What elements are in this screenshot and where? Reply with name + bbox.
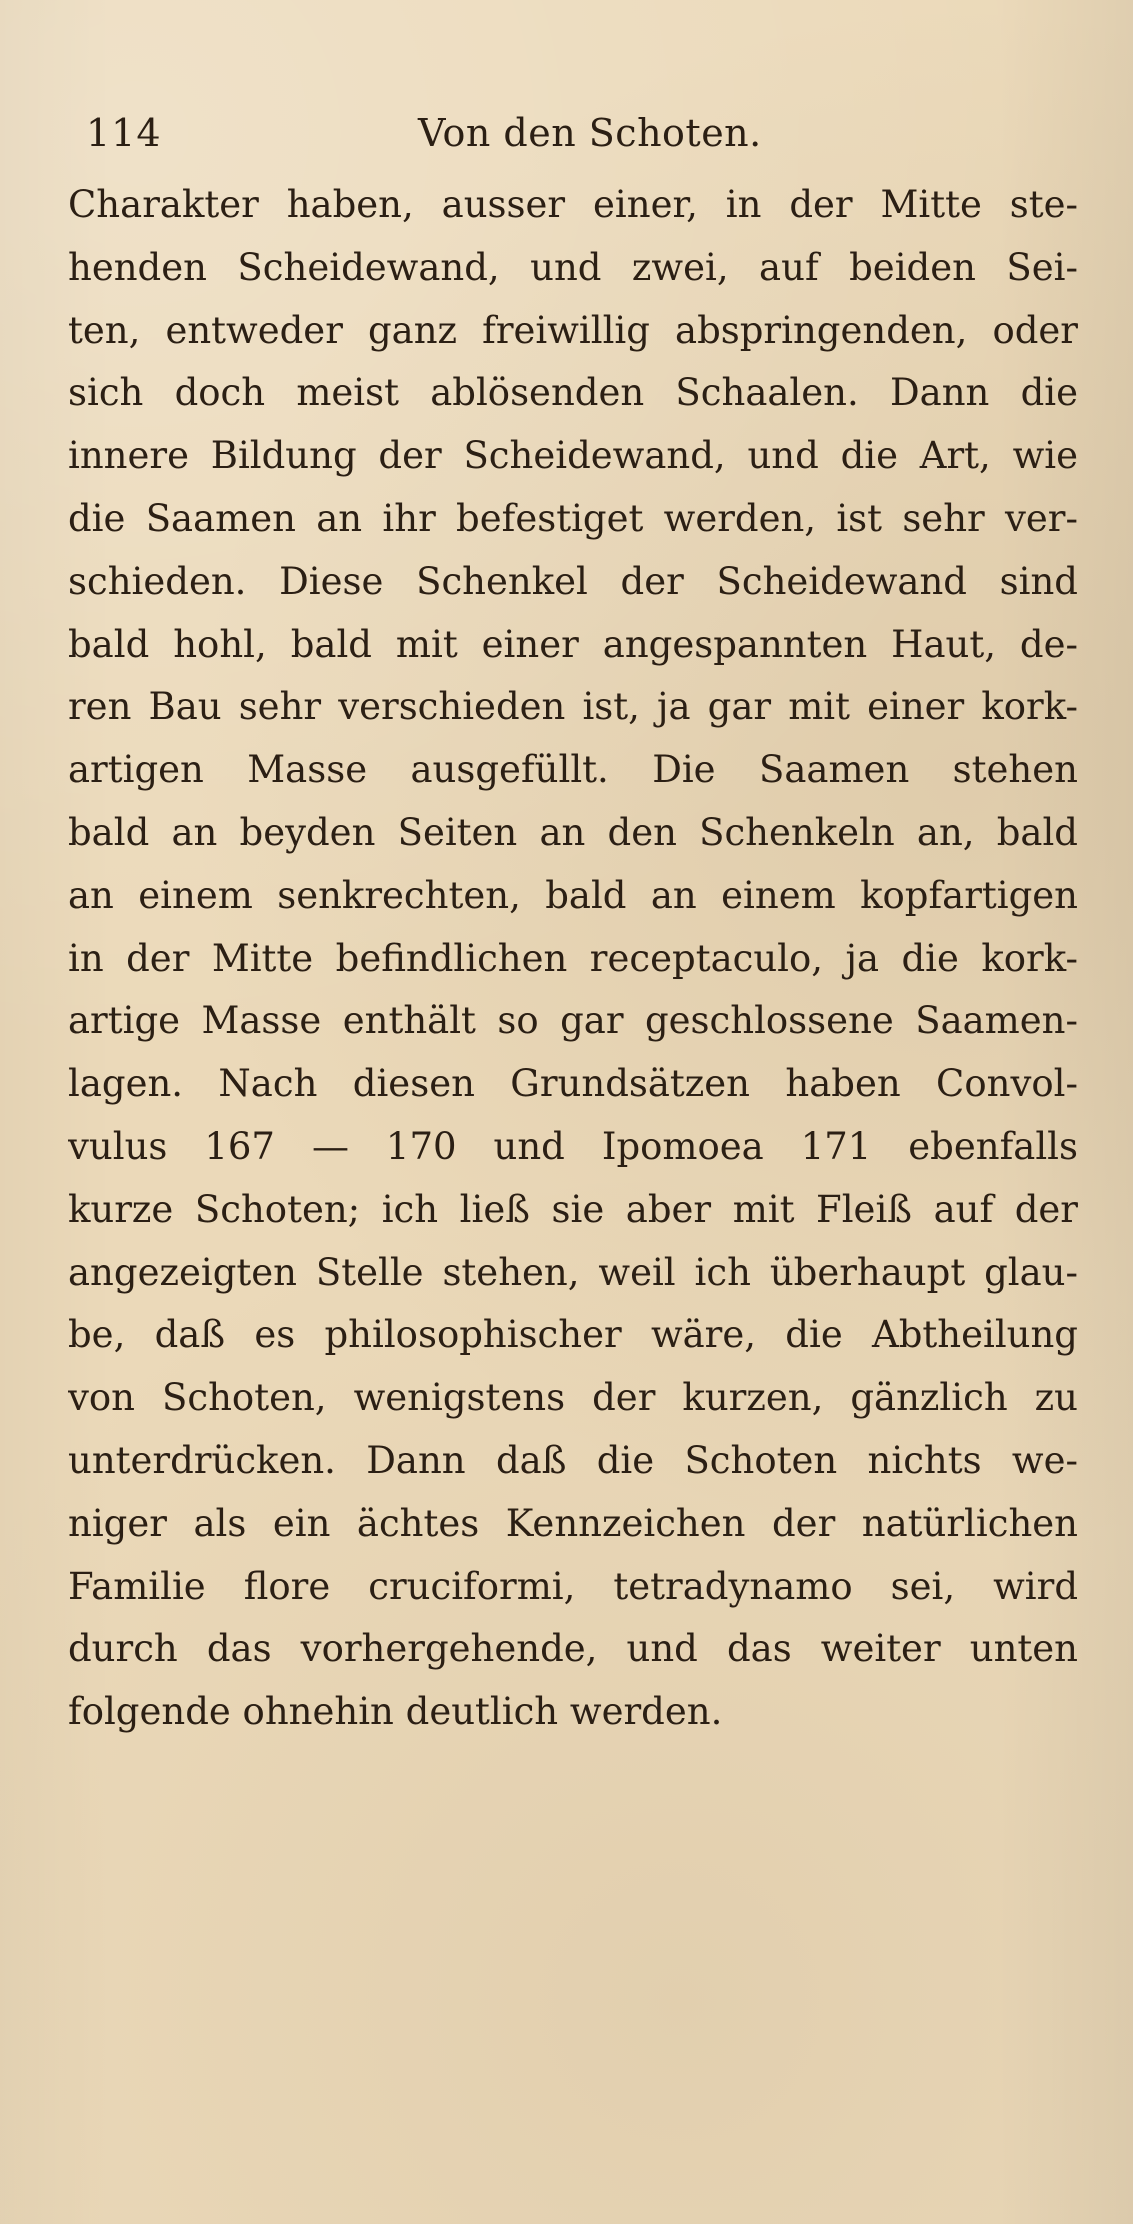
page-header bbox=[0, 98, 1133, 168]
text-line: folgende ohnehin deutlich werden. bbox=[68, 1690, 723, 1734]
text-line: innere Bildung der Scheidewand, und die Art, wie bbox=[68, 434, 1078, 478]
text-line: sich doch meist ablösenden Schaalen. Dann die bbox=[68, 371, 1078, 415]
text-line: in der Mitte befindlichen receptaculo, ja die kork- bbox=[68, 936, 1078, 980]
text-line: vulus 167 — 170 und Ipomoea 171 ebenfalls bbox=[68, 1124, 1078, 1168]
text-line: ren Bau sehr verschieden ist, ja gar mit einer kork- bbox=[68, 685, 1078, 729]
text-line: durch das vorhergehende, und das weiter unten bbox=[68, 1627, 1078, 1671]
text-line: henden Scheidewand, und zwei, auf beiden Sei- bbox=[68, 245, 1078, 289]
text-line: schieden. Diese Schenkel der Scheidewand sind bbox=[68, 559, 1078, 603]
page-number: 114 bbox=[86, 111, 162, 155]
running-title: Von den Schoten. bbox=[418, 111, 762, 155]
text-line: ten, entweder ganz freiwillig abspringenden, oder bbox=[68, 308, 1078, 352]
text-line: von Schoten, wenigstens der kurzen, gänzlich zu bbox=[68, 1376, 1078, 1420]
text-line: Charakter haben, ausser einer, in der Mitte ste- bbox=[68, 183, 1078, 226]
text-line: be, daß es philosophischer wäre, die Abtheilung bbox=[68, 1313, 1078, 1357]
text-line: Familie flore cruciformi, tetradynamo sei, wird bbox=[68, 1564, 1078, 1608]
text-line: an einem senkrechten, bald an einem kopfartigen bbox=[68, 873, 1078, 917]
text-line: artige Masse enthält so gar geschlossene Saamen- bbox=[68, 999, 1078, 1043]
text-line: die Saamen an ihr befestiget werden, ist sehr ver- bbox=[68, 496, 1078, 540]
text-line: angezeigten Stelle stehen, weil ich überhaupt glau- bbox=[68, 1250, 1078, 1294]
text-line: unterdrücken. Dann daß die Schoten nichts we- bbox=[68, 1438, 1078, 1482]
body-text bbox=[68, 174, 1078, 1744]
text-line: niger als ein ächtes Kennzeichen der natürlichen bbox=[68, 1501, 1078, 1545]
text-line: artigen Masse ausgefüllt. Die Saamen stehen bbox=[68, 748, 1078, 792]
text-line: bald hohl, bald mit einer angespannten Haut, de- bbox=[68, 622, 1078, 666]
text-line: kurze Schoten; ich ließ sie aber mit Fleiß auf der bbox=[68, 1187, 1078, 1231]
text-line: bald an beyden Seiten an den Schenkeln an, bald bbox=[68, 810, 1078, 854]
text-line: lagen. Nach diesen Grundsätzen haben Convol- bbox=[68, 1062, 1078, 1106]
